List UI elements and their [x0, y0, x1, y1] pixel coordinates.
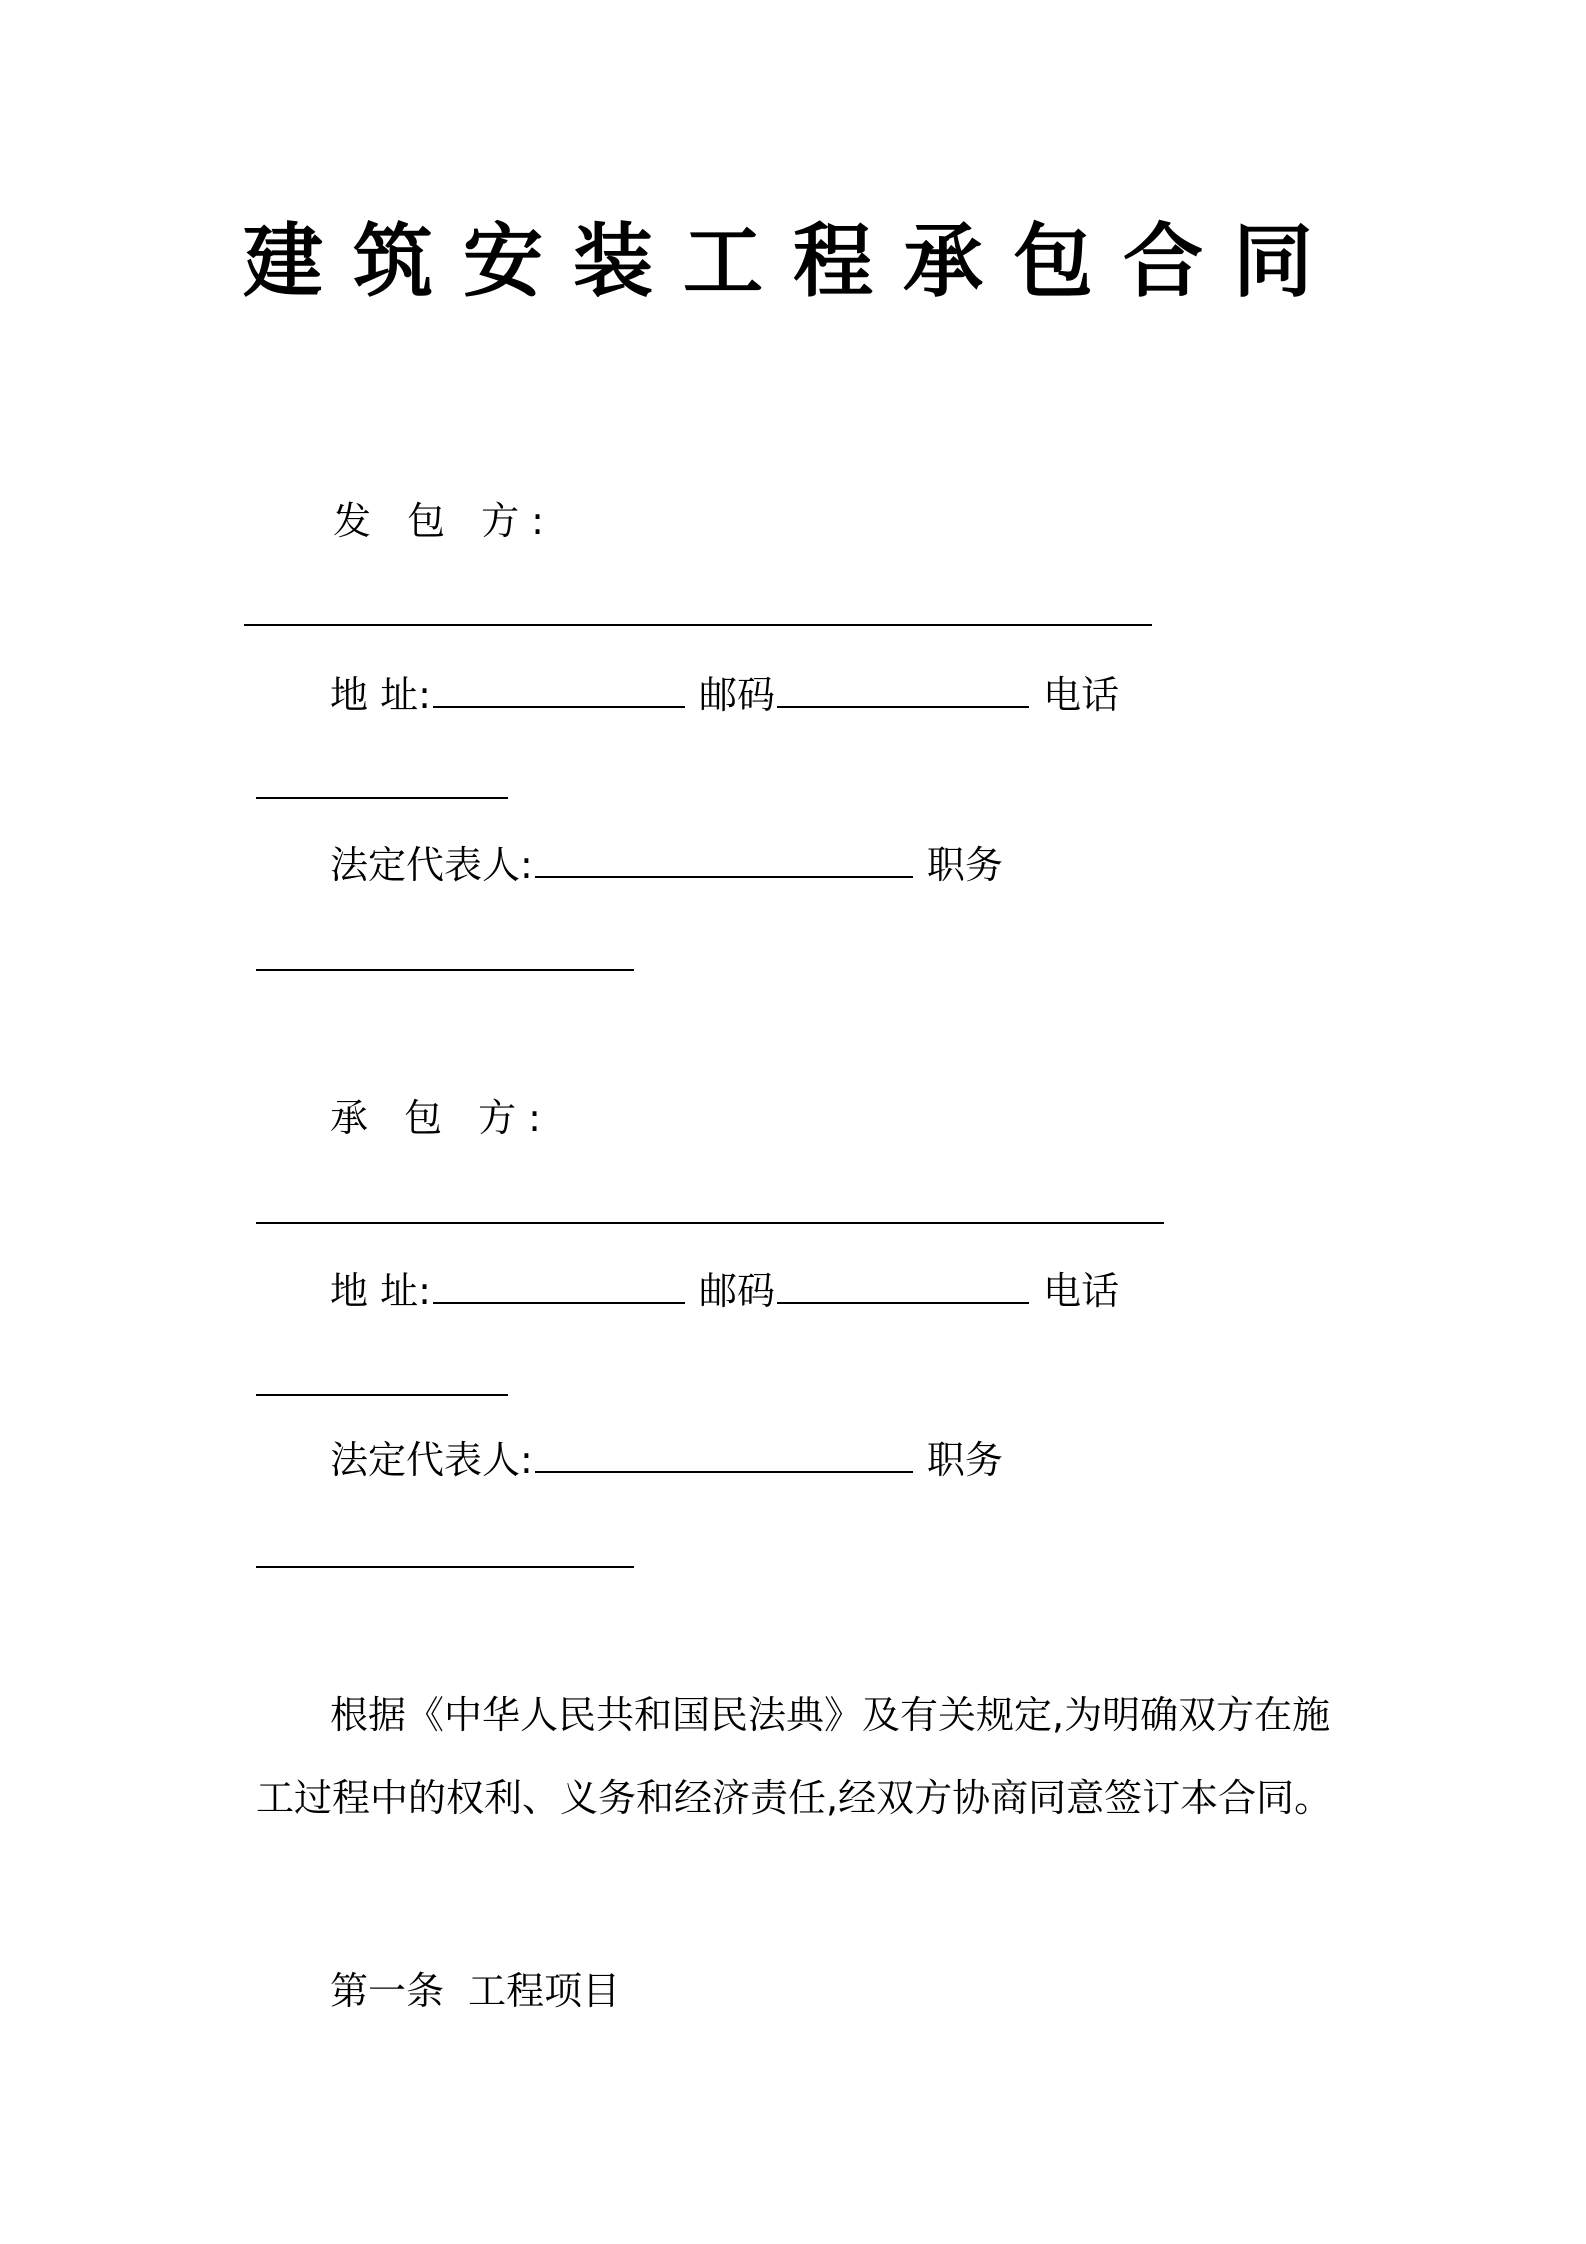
contractor-address-row: [330, 1264, 1119, 1316]
article-1-heading: 第一条 工程项目: [330, 1969, 621, 2013]
contractor-postcode-label: 邮码: [698, 1269, 775, 1313]
preamble-line-2: 工过程中的权利、义务和经济责任,经双方协商同意签订本合同。: [256, 1776, 1333, 1820]
employer-phone-blank[interactable]: [256, 797, 508, 799]
employer-label: 发 包 方:: [333, 499, 556, 543]
contractor-postcode-blank[interactable]: [777, 1264, 1029, 1304]
employer-postcode-label: 邮码: [698, 673, 775, 717]
employer-rep-blank[interactable]: [535, 838, 913, 878]
employer-rep-row: [330, 838, 1003, 890]
contractor-phone-label: 电话: [1043, 1269, 1120, 1313]
contractor-label: 承 包 方:: [330, 1096, 553, 1140]
contractor-address-blank[interactable]: [433, 1264, 685, 1304]
contractor-position-label: 职务: [926, 1438, 1003, 1482]
employer-address-row: [330, 668, 1119, 720]
contract-title: 建筑安装工程承包合同: [243, 215, 1343, 308]
employer-address-blank[interactable]: [433, 668, 685, 708]
contractor-name-blank[interactable]: [256, 1222, 1164, 1224]
employer-phone-label: 电话: [1043, 673, 1120, 717]
contractor-rep-row: [330, 1433, 1003, 1485]
employer-position-label: 职务: [926, 843, 1003, 887]
contractor-phone-blank[interactable]: [256, 1394, 508, 1396]
contractor-rep-blank[interactable]: [535, 1433, 913, 1473]
preamble-line-1: 根据《中华人民共和国民法典》及有关规定,为明确双方在施: [330, 1693, 1331, 1737]
employer-name-blank[interactable]: [244, 624, 1152, 626]
employer-rep-label: 法定代表人:: [330, 843, 533, 887]
contractor-position-blank[interactable]: [256, 1566, 634, 1568]
employer-address-label: 地 址:: [330, 673, 431, 717]
employer-postcode-blank[interactable]: [777, 668, 1029, 708]
contractor-rep-label: 法定代表人:: [330, 1438, 533, 1482]
employer-position-blank[interactable]: [256, 969, 634, 971]
contractor-address-label: 地 址:: [330, 1269, 431, 1313]
